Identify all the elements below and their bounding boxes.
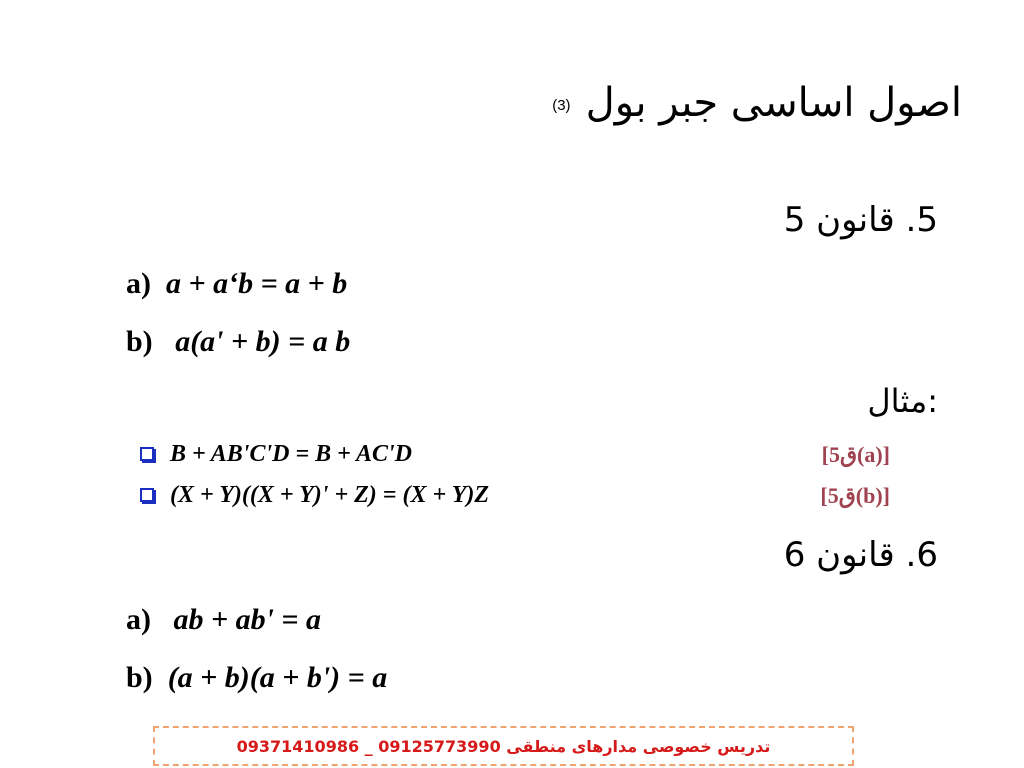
law-5-heading: 5. قانون 5 [783, 200, 938, 240]
slide-title [552, 80, 962, 126]
law-6-heading: 6. قانون 6 [783, 535, 938, 575]
footer-text: تدریس خصوصی مدارهای منطقی 09125773990 _ 09371410986 [236, 736, 771, 756]
example-reference: [ق5(b)] [820, 483, 890, 508]
example-reference: [ق5(a)] [821, 442, 890, 467]
example-item [140, 441, 890, 471]
law-6b-equation [126, 661, 387, 695]
law-5b-label: b) [126, 325, 153, 358]
example-expression: B + AB'C'D = B + AC'D [170, 441, 412, 467]
law-5b-expression: a(a' + b) = a b [175, 325, 351, 358]
law-6a-label: a) [126, 603, 151, 636]
law-6a-expression: ab + ab' = a [173, 603, 322, 636]
footer-banner [153, 726, 854, 766]
law-6a-equation [126, 603, 321, 637]
law-6b-expression: (a + b)(a + b') = a [167, 661, 388, 694]
example-expression: (X + Y)((X + Y)' + Z) = (X + Y)Z [170, 482, 490, 508]
title-number: (3) [552, 97, 571, 114]
law-6b-label: b) [126, 661, 153, 694]
checkbox-bullet-icon [140, 447, 154, 461]
checkbox-bullet-icon [140, 488, 154, 502]
law-5a-equation [126, 267, 347, 301]
law-5a-expression: a + a‘b = a + b [166, 267, 348, 300]
title-text: اصول اساسی جبر بول [585, 80, 962, 126]
example-heading: مثال: [867, 382, 938, 420]
example-item [140, 482, 890, 512]
law-5b-equation [126, 325, 350, 359]
law-5a-label: a) [126, 267, 151, 300]
